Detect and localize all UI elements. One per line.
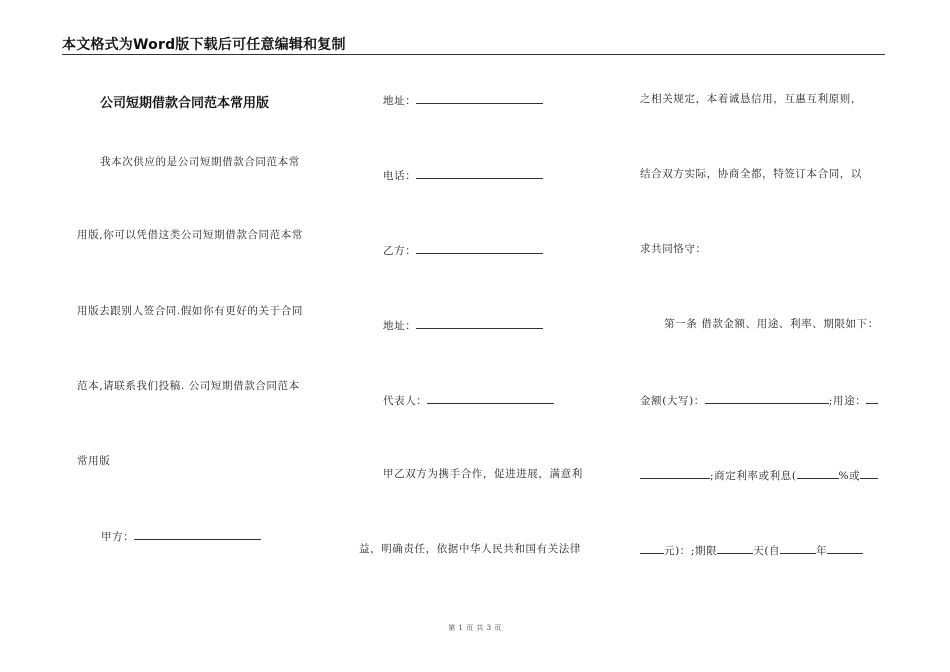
preamble-line-3: 之相关规定，本着诚恳信用，互惠互利原则， [640,93,862,105]
rate-row [640,467,878,483]
address-b-blank[interactable] [416,317,543,329]
address-a-label: 地址： [383,95,417,107]
intro-line-4: 范本,请联系我们投稿. 公司短期借款合同范本 [77,380,300,392]
yuan-label: 元)： [664,545,691,557]
column-3 [620,0,950,672]
term-blank[interactable] [717,542,753,554]
address-b-label: 地址： [383,320,417,332]
document-title: 公司短期借款合同范本常用版 [100,96,270,111]
article-1-heading: 第一条 借款金额、用途、利率、期限如下： [664,318,879,330]
start-month-blank[interactable] [827,542,863,554]
interest-blank[interactable] [860,467,878,479]
page-footer: 第 1 页 共 3 页 [448,624,502,632]
preamble-line-5: 求共同恪守： [640,243,707,255]
intro-line-3: 用版去跟别人签合同.假如你有更好的关于合同 [77,305,303,317]
intro-line-2: 用版,你可以凭借这类公司短期借款合同范本常 [77,229,303,241]
start-year-blank[interactable] [780,542,816,554]
amount-label: 金额(大写)： [640,395,705,407]
column-2 [340,0,620,672]
preamble-line-4: 结合双方实际，协商全都，特签订本合同，以 [640,168,862,180]
usage-blank[interactable] [866,392,878,404]
intro-line-5: 常用版 [77,455,111,467]
address-b-row [383,317,543,333]
party-a-blank[interactable] [134,528,261,540]
amount-blank[interactable] [705,392,829,404]
column-1 [0,0,340,672]
intro-line-1: 我本次供应的是公司短期借款合同范本常 [100,156,300,168]
percent-or-label: %或 [838,470,861,482]
address-a-blank[interactable] [416,92,543,104]
party-b-label: 乙方： [383,245,417,257]
phone-label: 电话： [383,170,417,182]
usage-blank-cont[interactable] [640,467,710,479]
phone-row [383,167,543,183]
party-a-row [101,528,261,544]
rate-blank[interactable] [797,467,839,479]
rate-label: ;商定利率或利息( [710,470,797,482]
party-b-blank[interactable] [416,242,543,254]
term-label: ;期限 [690,545,718,557]
party-a-label: 甲方： [101,531,135,543]
day-from-label: 天(自 [753,545,781,557]
representative-label: 代表人： [383,395,428,407]
term-row [640,542,863,558]
representative-row [383,392,554,408]
usage-label: ;用途： [828,395,867,407]
phone-blank[interactable] [416,167,543,179]
representative-blank[interactable] [427,392,554,404]
year-label: 年 [816,545,828,557]
preamble-line-2: 益，明确责任，依据中华人民共和国有关法律 [359,543,581,555]
amount-row [640,392,878,408]
party-b-row [383,242,543,258]
interest-blank-cont[interactable] [640,542,664,554]
page-header: 本文格式为Word版下载后可任意编辑和复制 [62,37,346,53]
preamble-line-1: 甲乙双方为携手合作，促进进展，满意利 [383,468,583,480]
address-a-row [383,92,543,108]
